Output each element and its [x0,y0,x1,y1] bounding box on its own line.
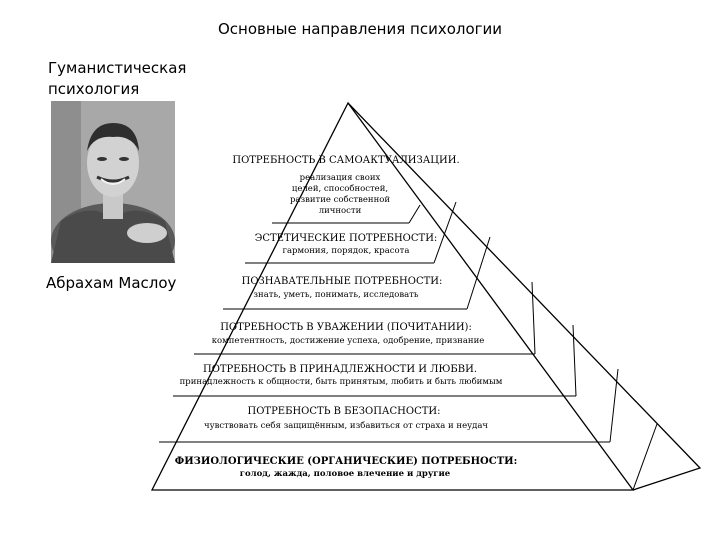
level-desc-line: реализация своих [299,173,381,183]
level-desc-line: развитие собственной [289,195,391,205]
level-desc-line: чувствовать себя защищённым, избавиться от страха и неудач [203,421,489,431]
subtitle: Гуманистическая психология [48,59,187,98]
level-title-aesthetic: ЭСТЕТИЧЕСКИЕ ПОТРЕБНОСТИ: [254,233,438,244]
side-edge [633,424,657,490]
side-edge [532,282,535,354]
level-desc-line: личности [318,206,362,216]
level-desc-line: целей, способностей, [291,184,389,194]
level-title-belonging: ПОТРЕБНОСТЬ В ПРИНАДЛЕЖНОСТИ И ЛЮБВИ. [202,364,478,375]
level-desc-line: гармония, порядок, красота [282,246,410,256]
level-desc-line: принадлежность к общности, быть принятым, любить и быть любимым [179,377,503,387]
level-desc-line: компетентность, достижение успеха, одобрение, признание [211,336,485,346]
side-edge [434,202,456,263]
side-edge [467,237,490,309]
slide-title: Основные направления психологии [217,20,503,38]
level-title-safety: ПОТРЕБНОСТЬ В БЕЗОПАСНОСТИ: [247,406,441,417]
level-desc-line: знать, уметь, понимать, исследовать [253,290,419,300]
level-desc-line: голод, жажда, половое влечение и другие [239,469,451,479]
level-title-physiological: ФИЗИОЛОГИЧЕСКИЕ (ОРГАНИЧЕСКИЕ) ПОТРЕБНОСТИ: [174,456,518,467]
side-edge [409,205,420,223]
level-title-self-actualization: ПОТРЕБНОСТЬ В САМОАКТУАЛИЗАЦИИ. [232,155,460,166]
person-caption: Абрахам Маслоу [46,274,177,292]
level-title-cognitive: ПОЗНАВАТЕЛЬНЫЕ ПОТРЕБНОСТИ: [241,276,443,287]
side-edge [573,325,576,396]
side-edge [610,369,618,442]
level-title-esteem: ПОТРЕБНОСТЬ В УВАЖЕНИИ (ПОЧИТАНИИ): [220,322,472,333]
